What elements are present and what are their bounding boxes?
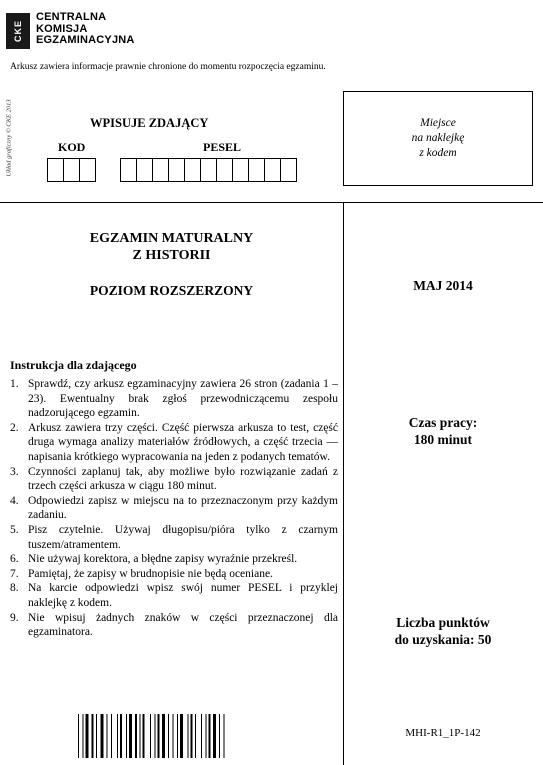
kod-digit-cell[interactable] xyxy=(47,158,64,182)
barcode-bar xyxy=(117,714,118,758)
barcode-bar xyxy=(219,714,220,758)
graphic-credit: Układ graficzny © CKE 2013 xyxy=(5,99,13,177)
barcode-bar xyxy=(177,714,178,758)
barcode-bar xyxy=(86,714,89,758)
kod-input-cells[interactable] xyxy=(47,158,95,182)
barcode-bar xyxy=(92,714,94,758)
barcode-bar xyxy=(129,714,132,758)
barcode xyxy=(78,714,266,758)
barcode-bar xyxy=(180,714,183,758)
kod-digit-cell[interactable] xyxy=(79,158,96,182)
barcode-bar xyxy=(120,714,122,758)
barcode-bar xyxy=(201,714,202,758)
instruction-item: 9. Nie wpisuj żadnych znaków w części przeznaczonej dla egzaminatora. xyxy=(10,611,338,639)
exam-points: Liczba punktów do uzyskania: 50 xyxy=(394,615,492,647)
instruction-item: 1. Sprawdź, czy arkusz egzaminacyjny zawiera 26 stron (zadania 1 – 23). Ewentualny brak zgłoś przewodniczącemu zespołu nadzorującego egzamin. xyxy=(10,378,338,420)
instruction-item: 4. Odpowiedzi zapisz w miejscu na to przeznaczonym przy każdym zadaniu. xyxy=(10,494,338,522)
kod-label: KOD xyxy=(58,140,86,154)
barcode-bar xyxy=(111,714,112,758)
barcode-bar xyxy=(107,714,108,758)
instructions-list xyxy=(10,377,338,640)
pesel-digit-cell[interactable] xyxy=(168,158,185,182)
barcode-bar xyxy=(101,714,104,758)
instruction-item: 5. Pisz czytelnie. Używaj długopisu/pióra tylko z czarnym tuszem/atramentem. xyxy=(10,523,338,551)
pesel-digit-cell[interactable] xyxy=(280,158,297,182)
barcode-bar xyxy=(150,714,151,758)
instruction-item: 7. Pamiętaj, że zapisy w brudnopisie nie będą oceniane. xyxy=(10,567,273,580)
barcode-bar xyxy=(140,714,141,758)
pesel-digit-cell[interactable] xyxy=(232,158,249,182)
barcode-bar xyxy=(96,714,97,758)
sticker-placeholder: Miejsce na naklejkę z kodem xyxy=(343,91,533,186)
barcode-bar xyxy=(143,714,145,758)
barcode-bar xyxy=(162,714,165,758)
barcode-bar xyxy=(188,714,189,758)
exam-title: EGZAMIN MATURALNY Z HISTORII xyxy=(89,231,254,263)
instructions-heading: Instrukcja dla zdającego xyxy=(10,358,137,372)
instruction-item: 3. Czynności zaplanuj tak, aby możliwe było rozwiązanie zadań z trzech części arkusza w ciągu 180 minut. xyxy=(10,465,338,493)
barcode-bar xyxy=(213,714,216,758)
pesel-digit-cell[interactable] xyxy=(136,158,153,182)
exam-level: POZIOM ROZSZERZONY xyxy=(89,283,254,298)
pesel-digit-cell[interactable] xyxy=(216,158,233,182)
pesel-input-cells[interactable] xyxy=(120,158,296,182)
barcode-bar xyxy=(173,714,174,758)
exam-date: MAJ 2014 xyxy=(413,278,473,293)
barcode-bar xyxy=(126,714,127,758)
confidentiality-notice: Arkusz zawiera informacje prawnie chronione do momentu rozpoczęcia egzaminu. xyxy=(10,62,326,72)
candidate-heading: WPISUJE ZDAJĄCY xyxy=(90,116,209,130)
instruction-item: 2. Arkusz zawiera trzy części. Część pierwsza arkusza to test, część druga wymaga analizy materiałów źródłowych, a część trzecia — napisania krótkiego wypracowania na jeden z podanych tematów. xyxy=(10,421,338,463)
pesel-label: PESEL xyxy=(203,140,242,154)
pesel-digit-cell[interactable] xyxy=(248,158,265,182)
pesel-digit-cell[interactable] xyxy=(200,158,217,182)
horizontal-divider xyxy=(0,202,543,203)
barcode-bar xyxy=(195,714,196,758)
cke-logo-text: CENTRALNA KOMISJA EGZAMINACYJNA xyxy=(36,11,135,46)
instruction-item: 8. Na karcie odpowiedzi wpisz swój numer PESEL i przyklej naklejkę z kodem. xyxy=(10,582,338,609)
barcode-bar xyxy=(168,714,169,758)
barcode-bar xyxy=(155,714,156,758)
barcode-bar xyxy=(209,714,211,758)
cke-logo-mark: CKE xyxy=(6,13,30,49)
exam-duration: Czas pracy: 180 minut xyxy=(408,415,478,447)
pesel-digit-cell[interactable] xyxy=(120,158,137,182)
barcode-bar xyxy=(224,714,225,758)
pesel-digit-cell[interactable] xyxy=(152,158,169,182)
barcode-bar xyxy=(158,714,160,758)
barcode-bar xyxy=(135,714,137,758)
kod-digit-cell[interactable] xyxy=(63,158,80,182)
barcode-bar xyxy=(191,714,193,758)
barcode-bar xyxy=(206,714,207,758)
instruction-item: 6. Nie używaj korektora, a błędne zapisy wyraźnie przekreśl. xyxy=(10,553,298,566)
pesel-digit-cell[interactable] xyxy=(184,158,201,182)
barcode-bar xyxy=(83,714,84,758)
pesel-digit-cell[interactable] xyxy=(264,158,281,182)
exam-code: MHI-R1_1P-142 xyxy=(405,727,481,739)
barcode-bar xyxy=(78,714,79,758)
